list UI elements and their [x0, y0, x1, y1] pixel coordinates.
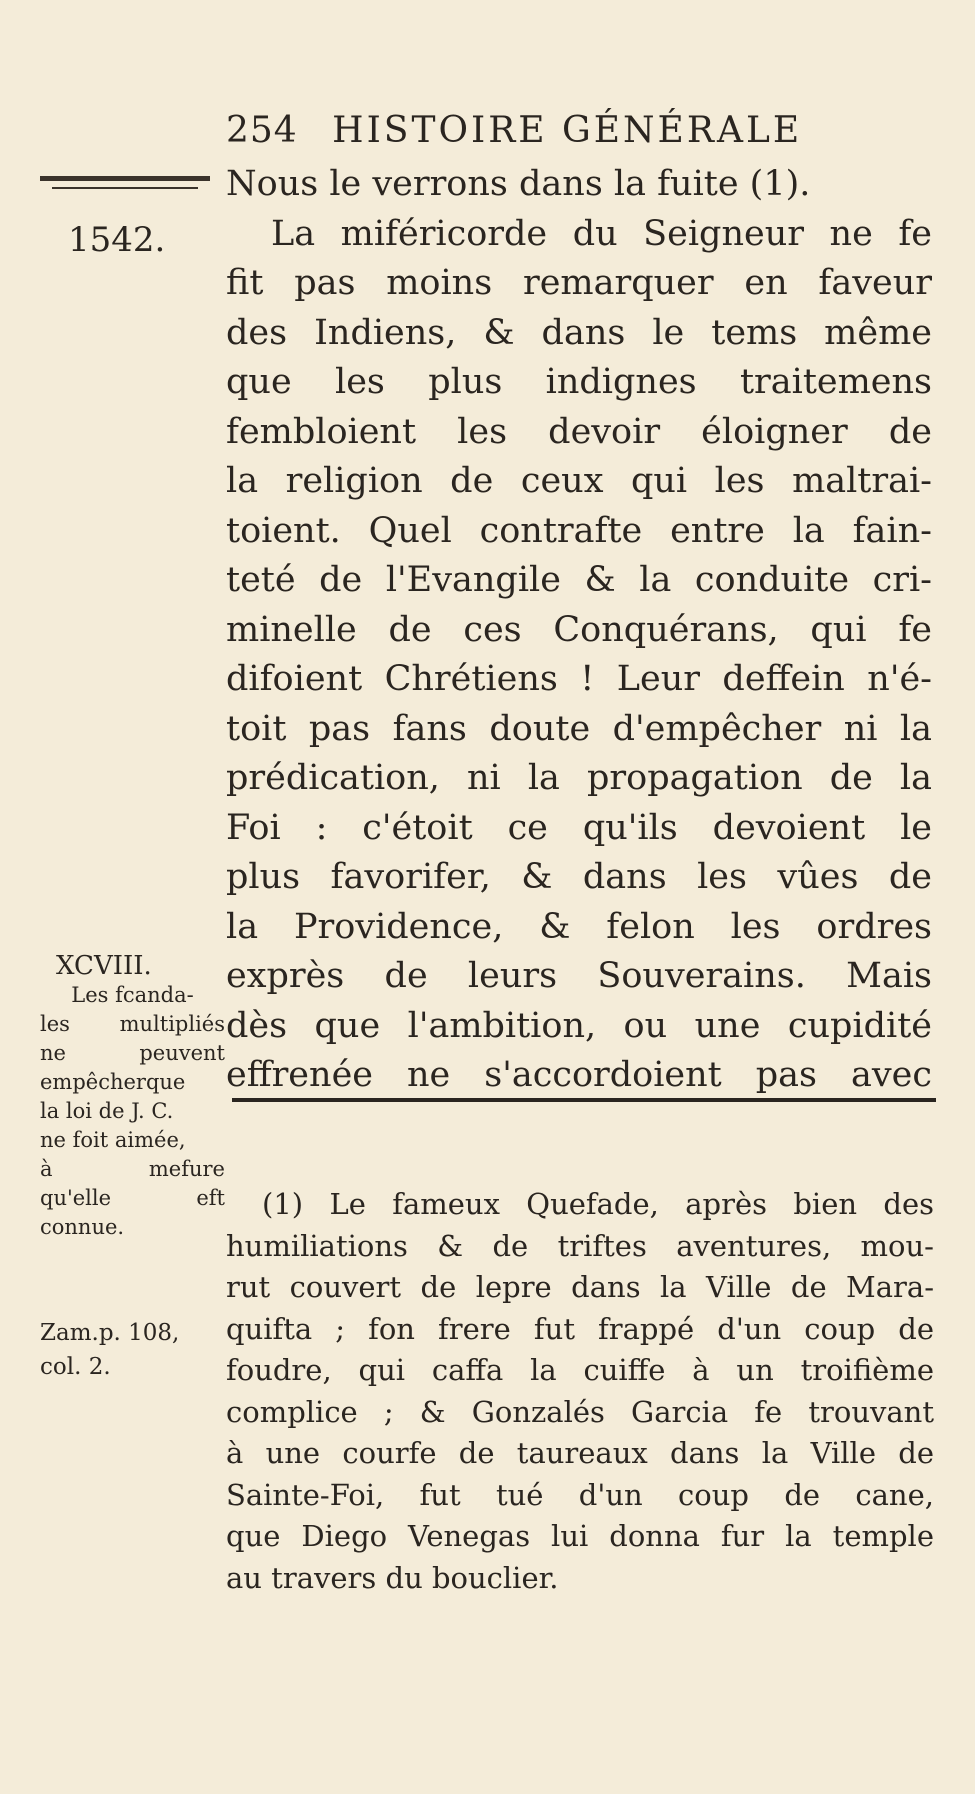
reference-line: Zam.p. 108, [40, 1320, 180, 1346]
margin-reference [40, 1316, 220, 1384]
running-header [226, 110, 802, 151]
body-line [226, 1101, 932, 1151]
footnote-line: foudre, qui caffa la cuiffe à un troifième [226, 1353, 934, 1387]
summary-line: ne foit aimée, [40, 1128, 186, 1152]
footnote-line: à une courfe de taureaux dans la Ville de [226, 1436, 934, 1470]
footnote-text [226, 1184, 934, 1599]
ornament-thin-rule [52, 187, 198, 189]
body-line: que les plus indignes traitemens [226, 362, 932, 402]
footnote-line: quifta ; fon frere fut frappé d'un coup de [226, 1311, 934, 1346]
margin-year: 1542. [68, 220, 166, 260]
margin-summary [40, 952, 225, 1242]
body-line: plus favorifer, & dans les vûes de [226, 857, 932, 897]
page-number: 254 [226, 110, 298, 151]
summary-line: la loi de J. C. [40, 1099, 174, 1123]
body-line: fembloient les devoir éloigner de [226, 411, 932, 452]
footnote-line: Sainte-Foi, fut tué d'un coup de cane, [226, 1477, 934, 1512]
summary-line: à mefure [40, 1157, 225, 1181]
body-line: effrenée ne s'accordoient pas avec [226, 1055, 932, 1095]
footnote-line: rut couvert de lepre dans la Ville de Mara- [226, 1270, 934, 1304]
running-title: HISTOIRE GÉNÉRALE [332, 110, 803, 151]
body-line: la Providence, & felon les ordres [226, 906, 932, 947]
footnote-line: au travers du bouclier. [226, 1560, 559, 1595]
summary-line: qu'elle eft [40, 1186, 225, 1210]
body-line: la religion de ceux qui les maltrai- [226, 461, 932, 501]
body-text [226, 160, 932, 1150]
summary-line: Les fcanda- [71, 983, 194, 1007]
body-line: Foi : c'étoit ce qu'ils devoient le [226, 807, 932, 848]
footnote-rule [232, 1098, 936, 1102]
summary-line: connue. [40, 1215, 125, 1239]
body-line: La miféricorde du Seigneur ne fe [271, 213, 932, 254]
body-line: difoient Chrétiens ! Leur deffein n'é- [226, 659, 932, 699]
body-line: prédication, ni la propagation de la [226, 758, 932, 798]
section-ornament [40, 176, 210, 198]
footnote-line: que Diego Venegas lui donna fur la temple [226, 1519, 934, 1553]
footnote-line: (1) Le fameux Quefade, après bien des [262, 1187, 934, 1221]
summary-line: ne peuvent [40, 1041, 225, 1065]
summary-line: empêcherque [40, 1070, 186, 1094]
body-line: exprès de leurs Souverains. Mais [226, 956, 932, 996]
body-line: minelle de ces Conquérans, qui fe [226, 609, 932, 650]
body-line: fit pas moins remarquer en faveur [226, 263, 932, 303]
section-numeral: XCVIII. [56, 951, 152, 981]
body-line: toient. Quel contrafte entre la fain- [226, 510, 932, 551]
ornament-thick-rule [40, 176, 210, 181]
summary-line: les multipliés [40, 1012, 225, 1036]
body-line: teté de l'Evangile & la conduite cri- [226, 560, 932, 600]
body-line: Nous le verrons dans la fuite (1). [226, 164, 811, 204]
footnote-line: complice ; & Gonzalés Garcia fe trouvant [226, 1394, 934, 1429]
body-line: dès que l'ambition, ou une cupidité [226, 1005, 932, 1046]
body-line: toit pas fans doute d'empêcher ni la [226, 708, 932, 749]
reference-line: col. 2. [40, 1354, 111, 1380]
body-line: des Indiens, & dans le tems même [226, 312, 932, 353]
footnote-line: humiliations & de triftes aventures, mou- [226, 1228, 934, 1263]
